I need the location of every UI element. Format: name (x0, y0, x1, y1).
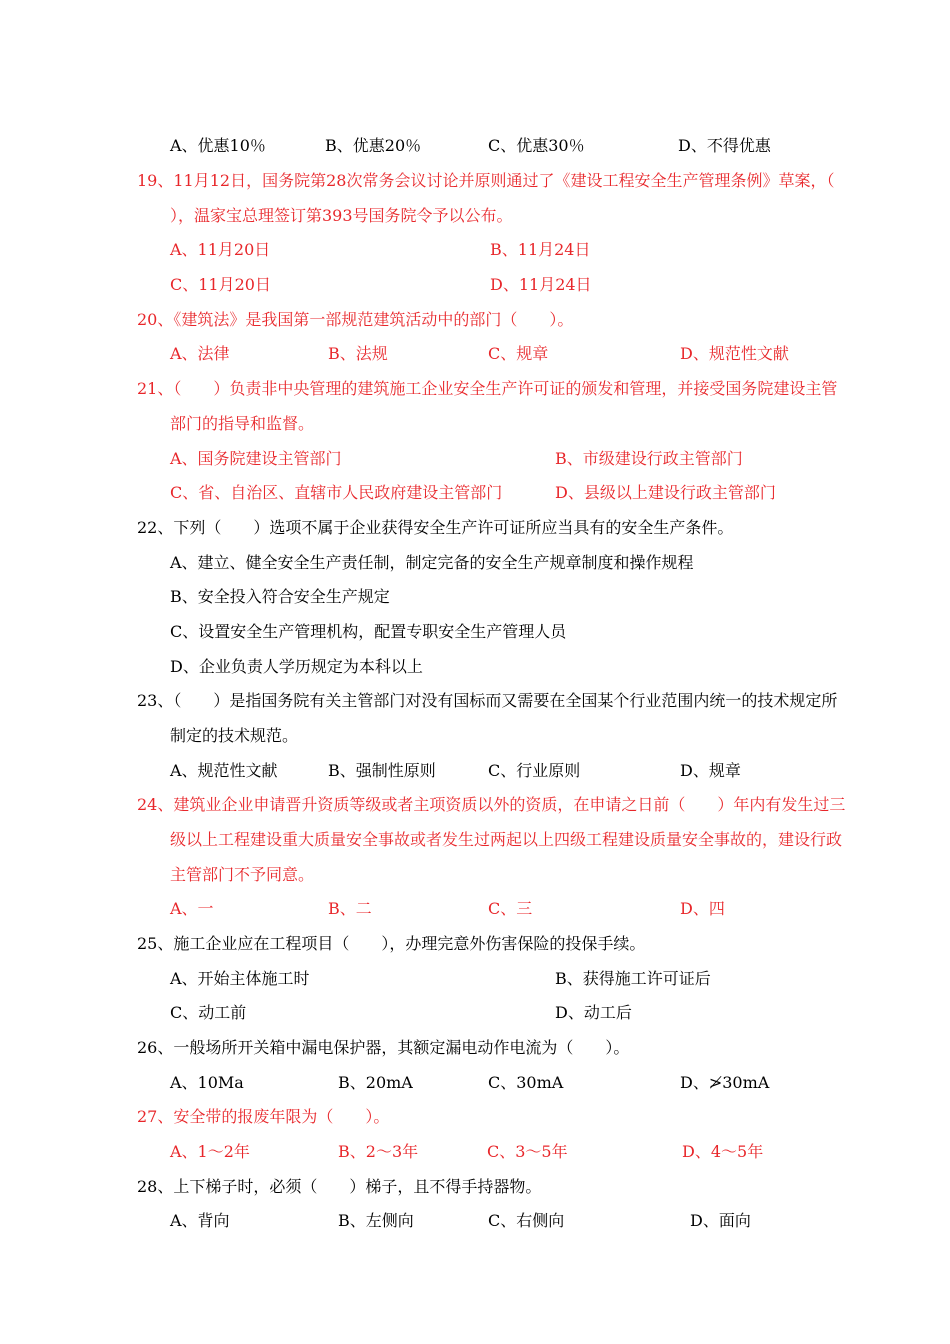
q21-option-b: B、市级建设行政主管部门 (555, 449, 743, 468)
q23-option-d: D、规章 (680, 761, 741, 780)
q25-option-a: A、开始主体施工时 (170, 969, 310, 988)
q28-option-c: C、右侧向 (488, 1211, 565, 1230)
q27-stem: 27、安全带的报废年限为（ ）。 (137, 1107, 390, 1126)
q27-option-b: B、2～3年 (338, 1142, 419, 1161)
q26-option-a: A、10Ma (170, 1073, 244, 1092)
q26-option-c: C、30mA (488, 1073, 564, 1092)
q24-option-d: D、四 (680, 899, 725, 918)
q18-option-b: B、优惠20％ (325, 136, 422, 155)
q24-stem-line-3: 主管部门不予同意。 (170, 865, 315, 884)
q22-option-d: D、企业负责人学历规定为本科以上 (170, 657, 423, 676)
q19-option-c: C、11月20日 (170, 275, 271, 294)
q23-option-a: A、规范性文献 (170, 761, 278, 780)
q18-option-c: C、优惠30％ (488, 136, 585, 155)
q26-stem: 26、一般场所开关箱中漏电保护器，其额定漏电动作电流为（ ）。 (137, 1038, 630, 1057)
q27-option-a: A、1～2年 (170, 1142, 250, 1161)
q26-option-d: D、≯30mA (680, 1073, 770, 1092)
q28-option-b: B、左侧向 (338, 1211, 414, 1230)
q27-option-c: C、3～5年 (487, 1142, 568, 1161)
q19-option-b: B、11月24日 (490, 240, 591, 259)
q27-option-d: D、4～5年 (682, 1142, 764, 1161)
q26-option-b: B、20mA (338, 1073, 413, 1092)
q22-option-a: A、建立、健全安全生产责任制，制定完备的安全生产规章制度和操作规程 (170, 553, 694, 572)
q25-option-c: C、动工前 (170, 1003, 247, 1022)
q21-stem-line-2: 部门的指导和监督。 (170, 414, 315, 433)
q24-option-a: A、一 (170, 899, 214, 918)
q21-option-d: D、县级以上建设行政主管部门 (555, 483, 776, 502)
q24-option-c: C、三 (488, 899, 533, 918)
q25-stem: 25、施工企业应在工程项目（ ），办理完意外伤害保险的投保手续。 (137, 934, 646, 953)
q20-option-a: A、法律 (170, 344, 230, 363)
q25-option-b: B、获得施工许可证后 (555, 969, 711, 988)
q21-option-a: A、国务院建设主管部门 (170, 449, 342, 468)
q19-option-d: D、11月24日 (490, 275, 592, 294)
q22-option-c: C、设置安全生产管理机构，配置专职安全生产管理人员 (170, 622, 567, 641)
q18-option-a: A、优惠10％ (170, 136, 266, 155)
q24-stem-line-2: 级以上工程建设重大质量安全事故或者发生过两起以上四级工程建设质量安全事故的，建设行政 (170, 830, 843, 849)
q21-stem-line-1: 21、（ ）负责非中央管理的建筑施工企业安全生产许可证的颁发和管理，并接受国务院建设主管 (137, 379, 838, 398)
q28-stem: 28、上下梯子时，必须（ ）梯子，且不得手持器物。 (137, 1177, 542, 1196)
q20-stem: 20、《建筑法》是我国第一部规范建筑活动中的部门（ ）。 (137, 310, 574, 329)
q19-stem-line-2: ），温家宝总理签订第393号国务院令予以公布。 (170, 206, 513, 225)
q21-option-c: C、省、自治区、直辖市人民政府建设主管部门 (170, 483, 503, 502)
q24-option-b: B、二 (328, 899, 372, 918)
q22-option-b: B、安全投入符合安全生产规定 (170, 587, 390, 606)
q20-option-c: C、规章 (488, 344, 549, 363)
q24-stem-line-1: 24、建筑业企业申请晋升资质等级或者主项资质以外的资质，在申请之日前（ ）年内有发生过三 (137, 795, 846, 814)
q23-stem-line-2: 制定的技术规范。 (170, 726, 299, 745)
q25-option-d: D、动工后 (555, 1003, 632, 1022)
q28-option-d: D、面向 (690, 1211, 751, 1230)
q23-option-b: B、强制性原则 (328, 761, 436, 780)
q20-option-d: D、规范性文献 (680, 344, 789, 363)
q28-option-a: A、背向 (170, 1211, 230, 1230)
q23-stem-line-1: 23、（ ）是指国务院有关主管部门对没有国标而又需要在全国某个行业范围内统一的技术规定所 (137, 691, 838, 710)
q18-option-d: D、不得优惠 (678, 136, 771, 155)
q23-option-c: C、行业原则 (488, 761, 581, 780)
q20-option-b: B、法规 (328, 344, 388, 363)
q19-stem-line-1: 19、11月12日，国务院第28次常务会议讨论并原则通过了《建设工程安全生产管理条例》草案，（ (137, 171, 835, 190)
q22-stem: 22、下列（ ）选项不属于企业获得安全生产许可证所应当具有的安全生产条件。 (137, 518, 734, 537)
q19-option-a: A、11月20日 (170, 240, 271, 259)
